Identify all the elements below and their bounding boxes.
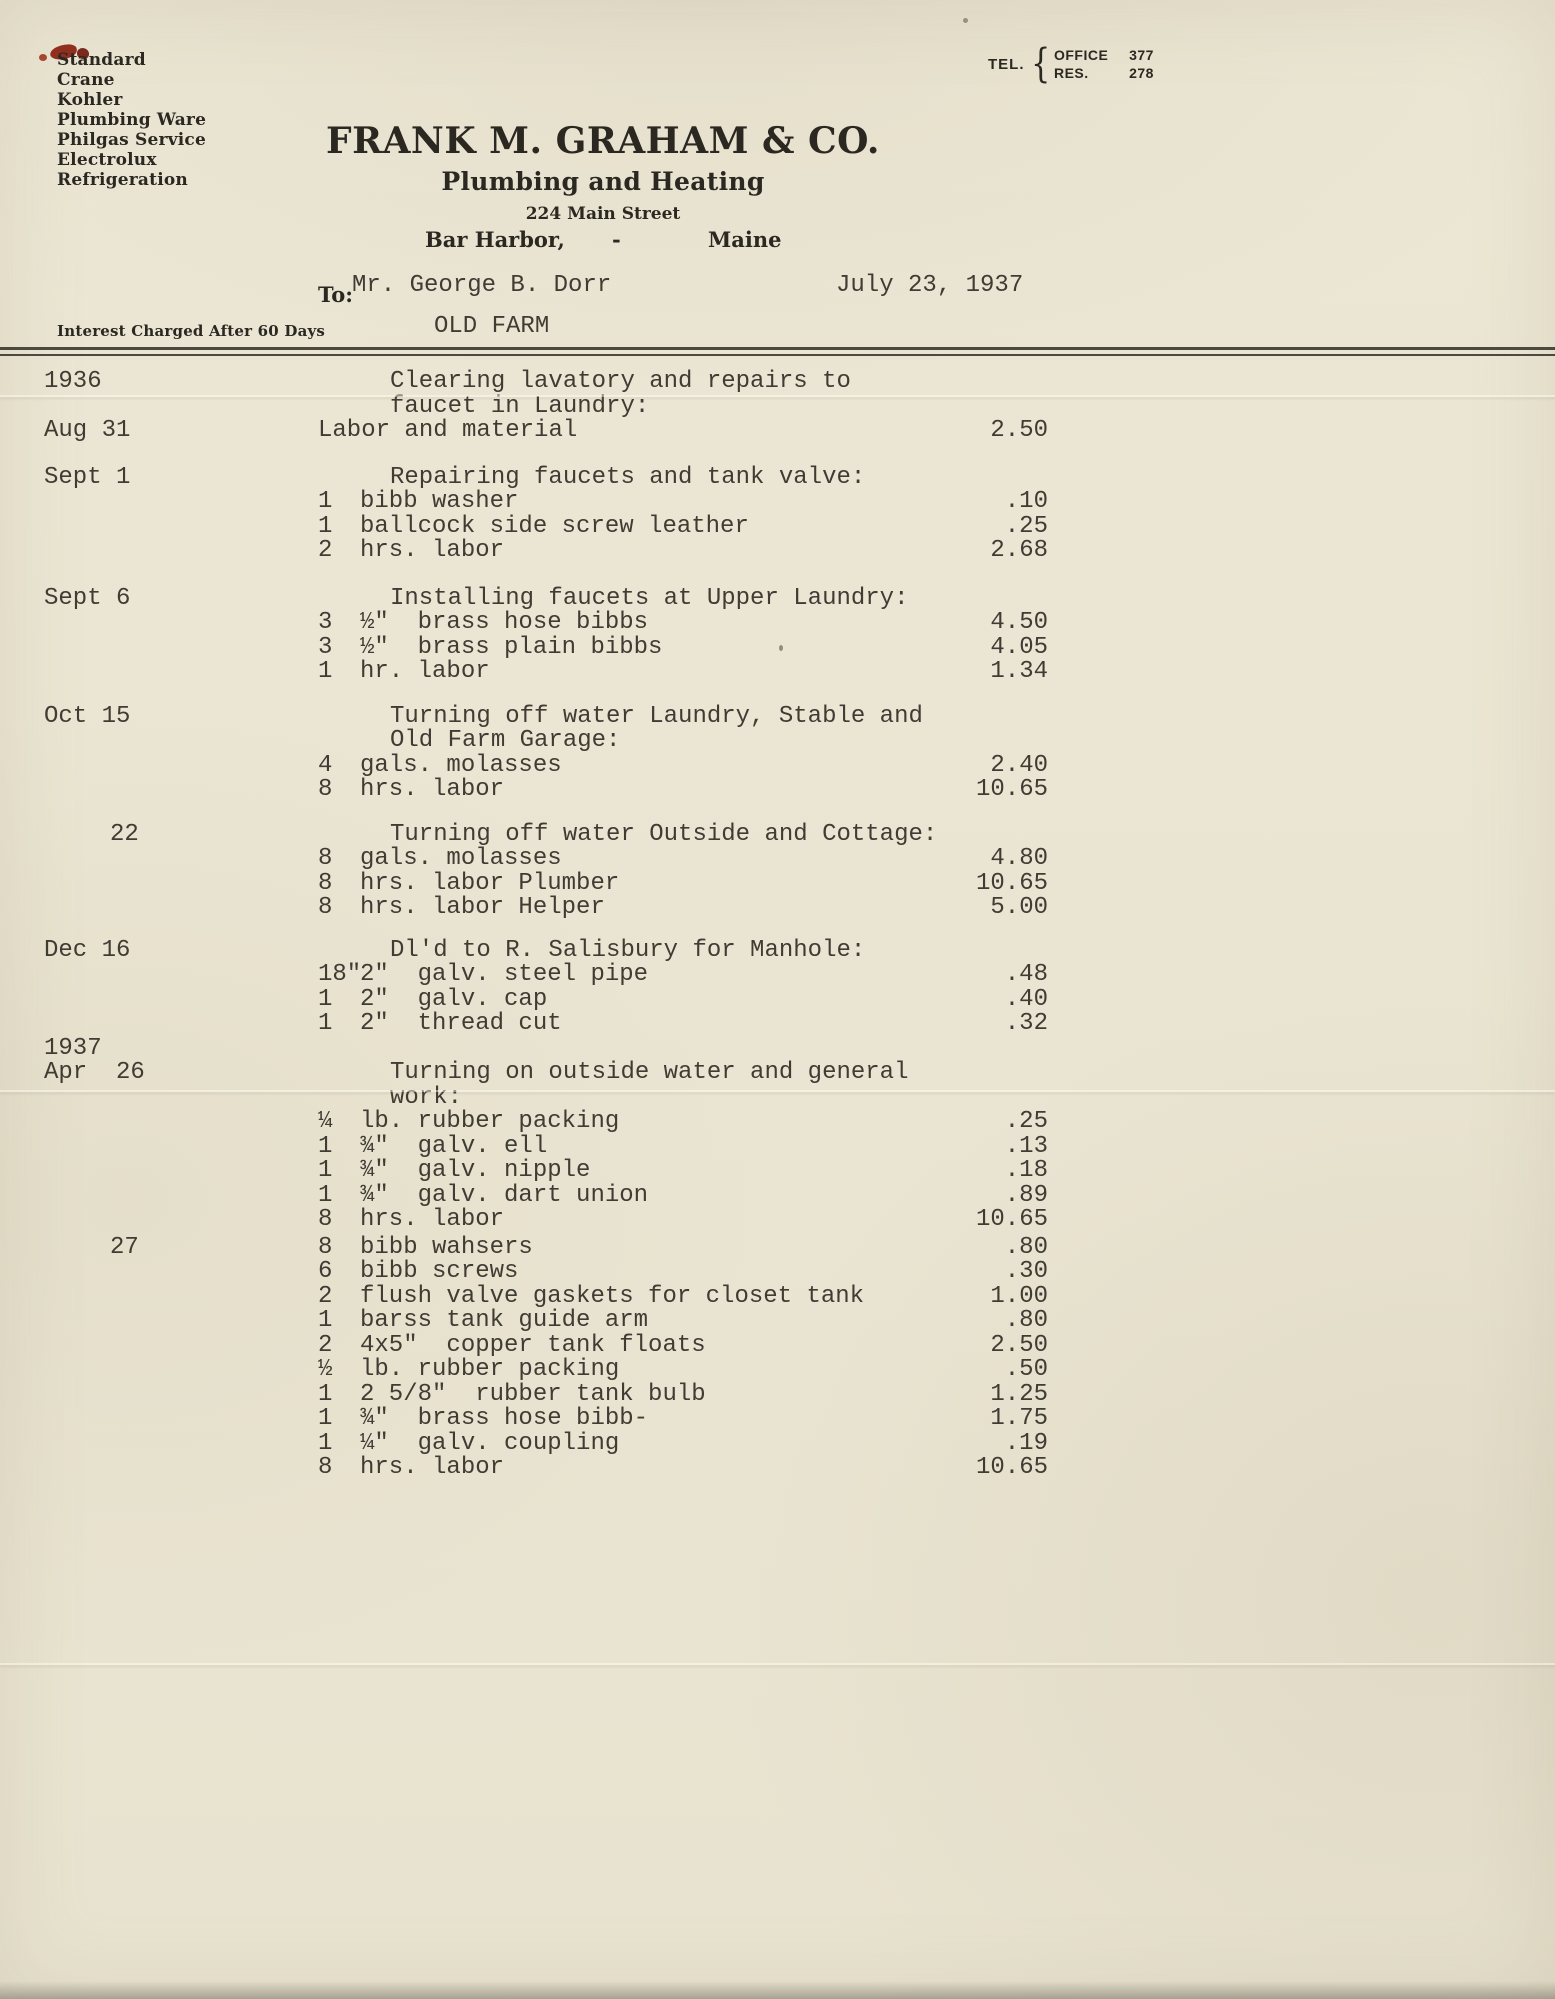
price-cell: 10.65 (975, 776, 1048, 803)
brand-item: Plumbing Ware (57, 110, 207, 130)
price-cell: .48 (1004, 961, 1048, 988)
invoice-line (0, 1206, 1555, 1231)
invoice-line (0, 1234, 1555, 1259)
desc-cell: hrs. labor (360, 1206, 505, 1233)
invoice-body (0, 368, 1555, 1479)
qty-cell: 1 (318, 658, 333, 685)
brand-item: Standard (57, 50, 146, 70)
account-name: OLD FARM (434, 313, 550, 340)
invoice-line (0, 1182, 1555, 1207)
invoice-line (0, 1059, 1555, 1084)
brand-item: Electrolux (57, 150, 157, 170)
price-cell: 2.40 (990, 751, 1048, 779)
qty-cell: 1 (318, 1405, 333, 1432)
invoice-line (0, 609, 1555, 634)
price-cell: 4.50 (990, 609, 1048, 636)
interest-note: Interest Charged After 60 Days (57, 322, 326, 340)
invoice-line (0, 1010, 1555, 1035)
to-label: To: (318, 282, 353, 307)
desc-cell: ballcock side screw leather (360, 512, 749, 540)
heading-cell: Turning off water Laundry, Stable and (390, 702, 923, 730)
heading-cell: work: (390, 1083, 463, 1111)
qty-cell: 8 (318, 845, 333, 872)
qty-cell: 3 (318, 633, 333, 661)
heading-cell: Dl'd to R. Salisbury for Manhole: (390, 936, 866, 964)
invoice-line (0, 1108, 1555, 1133)
tel-res-number: 278 (1129, 65, 1154, 81)
company-name: FRANK M. GRAHAM & CO. (326, 120, 880, 162)
fold-crease (0, 395, 1555, 397)
desc-cell: 2" thread cut (360, 1010, 562, 1037)
price-cell: .10 (1004, 488, 1048, 515)
desc-cell: hrs. labor Plumber (360, 869, 620, 897)
qty-cell: 2 (318, 537, 333, 564)
brand-item: Kohler (57, 90, 123, 110)
invoice-line (0, 488, 1555, 513)
price-cell: 10.65 (975, 1206, 1048, 1233)
invoice-line (0, 1332, 1555, 1357)
brand-item: Crane (57, 70, 115, 90)
qty-cell: 3 (318, 609, 333, 636)
desc-cell: lb. rubber packing (360, 1356, 620, 1383)
paper-speck (963, 18, 968, 23)
price-cell: 1.75 (990, 1405, 1048, 1432)
price-cell: 2.50 (990, 417, 1048, 444)
price-cell: .89 (1004, 1181, 1048, 1209)
invoice-line (0, 961, 1555, 986)
invoice-line (0, 703, 1555, 728)
bill-date: July 23, 1937 (836, 272, 1024, 299)
invoice-line (0, 937, 1555, 962)
company-city: Bar Harbor, (425, 227, 565, 252)
tel-office-row (1054, 47, 1154, 63)
invoice-section (0, 703, 1555, 801)
invoice-section (0, 1035, 1555, 1231)
price-cell: .25 (1004, 512, 1048, 540)
heading-cell: Old Farm Garage: (390, 727, 621, 754)
price-cell: 10.65 (975, 1454, 1048, 1481)
qty-cell: 1 (318, 1307, 333, 1334)
heading-cell: faucet in Laundry: (390, 392, 650, 420)
price-cell: 10.65 (975, 869, 1048, 897)
invoice-line (0, 1157, 1555, 1182)
scan-bottom-edge (0, 1981, 1555, 1999)
desc-cell: barss tank guide arm (360, 1307, 649, 1334)
invoice-line (0, 752, 1555, 777)
price-cell: 1.34 (990, 658, 1048, 685)
invoice-line (0, 894, 1555, 919)
invoice-section (0, 464, 1555, 562)
desc-cell: hr. labor (360, 658, 490, 685)
invoice-line (0, 1084, 1555, 1109)
invoice-section (0, 821, 1555, 919)
desc-cell: hrs. labor (360, 537, 505, 564)
city-state-dash: - (612, 227, 621, 252)
price-cell: .32 (1004, 1010, 1048, 1037)
date-cell: Sept 1 (44, 463, 131, 491)
invoice-line (0, 1381, 1555, 1406)
invoice-line (0, 1258, 1555, 1283)
qty-cell: 8 (318, 869, 333, 897)
qty-cell: ½ (318, 1356, 333, 1383)
desc-cell: 2" galv. cap (360, 985, 548, 1013)
date-cell: 22 (110, 820, 139, 848)
heading-cell: Turning on outside water and general (390, 1059, 909, 1086)
invoice-line (0, 986, 1555, 1011)
invoice-line (0, 727, 1555, 752)
invoice-section (0, 585, 1555, 683)
invoice-section (0, 937, 1555, 1035)
price-cell: 1.00 (990, 1282, 1048, 1310)
invoice-line (0, 1283, 1555, 1308)
brand-item: Philgas Service (57, 130, 207, 150)
price-cell: .50 (1004, 1356, 1048, 1383)
qty-cell: 8 (318, 1206, 333, 1233)
invoice-line (0, 513, 1555, 538)
desc-cell: ¼" galv. coupling (360, 1429, 620, 1457)
qty-cell: 8 (318, 1233, 333, 1261)
qty-cell: 1 (318, 985, 333, 1013)
price-cell: .80 (1004, 1307, 1048, 1334)
invoice-line (0, 1307, 1555, 1332)
invoice-line (0, 368, 1555, 393)
date-cell: 1937 (44, 1034, 102, 1062)
heading-cell: Repairing faucets and tank valve: (390, 463, 866, 491)
price-cell: 1.25 (990, 1380, 1048, 1408)
invoice-line (0, 1356, 1555, 1381)
date-cell: Oct 15 (44, 702, 131, 730)
desc-cell: gals. molasses (360, 845, 562, 872)
date-cell: Sept 6 (44, 584, 131, 612)
invoice-line (0, 1430, 1555, 1455)
qty-cell: 8 (318, 894, 333, 921)
price-cell: 4.80 (990, 845, 1048, 872)
desc-cell: bibb wahsers (360, 1233, 533, 1261)
date-cell: Apr 26 (44, 1059, 145, 1086)
price-cell: .19 (1004, 1429, 1048, 1457)
desc-cell: ¾" brass hose bibb- (360, 1405, 649, 1432)
tel-office-number: 377 (1129, 47, 1154, 63)
invoice-line (0, 845, 1555, 870)
qty-cell: 2 (318, 1331, 333, 1359)
desc-cell: 2 5/8" rubber tank bulb (360, 1380, 706, 1408)
qty-cell: 18" (318, 961, 362, 988)
price-cell: .80 (1004, 1233, 1048, 1261)
desc-cell: ½" brass hose bibbs (360, 609, 649, 636)
telephone-block (988, 41, 1154, 87)
desc-cell: bibb screws (360, 1258, 519, 1285)
invoice-line (0, 1133, 1555, 1158)
desc-cell: hrs. labor (360, 1454, 505, 1481)
price-cell: .18 (1004, 1157, 1048, 1184)
desc-cell: bibb washer (360, 488, 519, 515)
desc-cell: ¾" galv. dart union (360, 1181, 649, 1209)
invoice-line (0, 537, 1555, 562)
desc-cell: ½" brass plain bibbs (360, 633, 663, 661)
price-cell: .30 (1004, 1258, 1048, 1285)
price-cell: .40 (1004, 985, 1048, 1013)
heading-cell: Installing faucets at Upper Laundry: (390, 584, 909, 612)
tel-rows (1054, 47, 1154, 81)
invoice-section (0, 368, 1555, 442)
desc-cell: ¾" galv. ell (360, 1132, 548, 1160)
brace-glyph: { (1030, 41, 1050, 87)
brand-item: Refrigeration (57, 170, 188, 190)
price-cell: 5.00 (990, 894, 1048, 921)
invoice-line (0, 870, 1555, 895)
invoice-line (0, 634, 1555, 659)
qty-cell: 8 (318, 1454, 333, 1481)
desc-cell: 4x5" copper tank floats (360, 1331, 706, 1359)
tel-res-label: RES. (1053, 65, 1089, 81)
desc-cell: gals. molasses (360, 751, 562, 779)
company-street: 224 Main Street (525, 204, 681, 224)
qty-cell: 1 (318, 1181, 333, 1209)
date-cell: Dec 16 (44, 936, 131, 964)
desc-cell: hrs. labor Helper (360, 894, 605, 921)
invoice-line (0, 1405, 1555, 1430)
header-rule-top (0, 347, 1555, 350)
heading-cell: Turning off water Outside and Cottage: (390, 820, 938, 848)
price-cell: .13 (1004, 1132, 1048, 1160)
price-cell: .25 (1004, 1108, 1048, 1135)
qty-cell: 1 (318, 488, 333, 515)
heading-cell: Clearing lavatory and repairs to (390, 368, 851, 395)
desc-cell: hrs. labor (360, 776, 505, 803)
qty-cell: ¼ (318, 1108, 333, 1135)
desc-cell: ¾" galv. nipple (360, 1157, 591, 1184)
qty-cell: 1 (318, 512, 333, 540)
invoice-line (0, 1035, 1555, 1060)
qty-cell: 1 (318, 1132, 333, 1160)
ink-blot (39, 54, 47, 61)
invoice-line (0, 776, 1555, 801)
invoice-line (0, 464, 1555, 489)
date-cell: Aug 31 (44, 417, 131, 444)
header-rule-bottom (0, 354, 1555, 356)
qty-cell: 1 (318, 1429, 333, 1457)
price-cell: 4.05 (990, 633, 1048, 661)
desc-cell: Labor and material (318, 417, 578, 444)
invoice-section (0, 1234, 1555, 1479)
price-cell: 2.68 (990, 537, 1048, 564)
qty-cell: 1 (318, 1380, 333, 1408)
company-state: Maine (708, 227, 782, 252)
date-cell: 27 (110, 1233, 139, 1261)
invoice-line (0, 585, 1555, 610)
invoice-line (0, 821, 1555, 846)
qty-cell: 1 (318, 1157, 333, 1184)
price-cell: 2.50 (990, 1331, 1048, 1359)
tel-label: TEL. (988, 55, 1025, 73)
recipient-name: Mr. George B. Dorr (352, 272, 612, 299)
tel-office-label: OFFICE (1053, 47, 1109, 63)
invoice-line (0, 1454, 1555, 1479)
fold-crease (0, 1090, 1555, 1092)
desc-cell: 2" galv. steel pipe (360, 961, 649, 988)
tel-res-row (1054, 65, 1154, 81)
qty-cell: 8 (318, 776, 333, 803)
qty-cell: 2 (318, 1282, 333, 1310)
desc-cell: flush valve gaskets for closet tank (360, 1282, 865, 1310)
qty-cell: 4 (318, 751, 333, 779)
fold-crease (0, 1663, 1555, 1665)
invoice-line (0, 417, 1555, 442)
company-tagline: Plumbing and Heating (441, 167, 765, 196)
qty-cell: 1 (318, 1010, 333, 1037)
date-cell: 1936 (44, 368, 102, 395)
desc-cell: lb. rubber packing (360, 1108, 620, 1135)
invoice-line (0, 658, 1555, 683)
qty-cell: 6 (318, 1258, 333, 1285)
